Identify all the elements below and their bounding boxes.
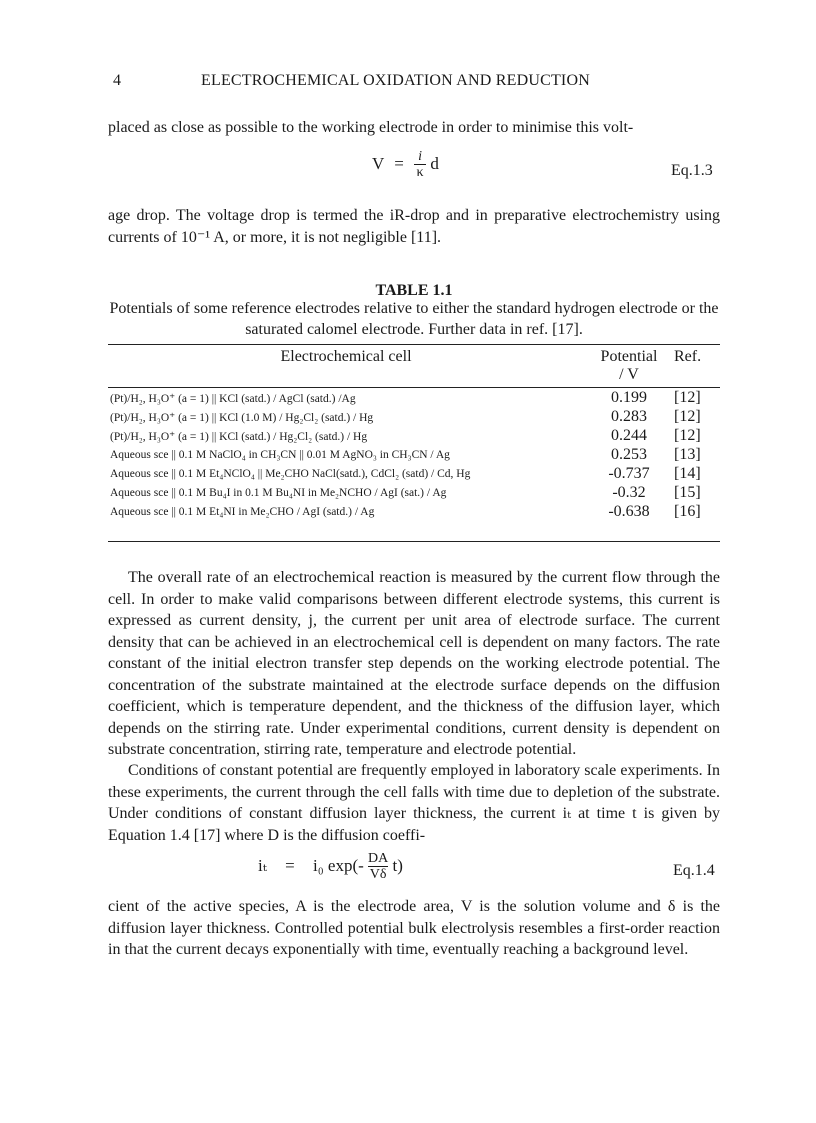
paragraph-diffusion-layer: cient of the active species, A is the electrode area, V is the solution volume and δ is the diffusion layer thickness. Controlled potential bulk electrolysis resembles a first-order reaction in that the current decays exponentially with time, eventually reaching a background level. [108, 898, 720, 958]
eq14-denominator: Vδ [369, 867, 387, 882]
row-potential: 0.244 [611, 426, 647, 444]
equation-1-3 [372, 150, 439, 180]
page-number: 4 [113, 72, 122, 89]
col-header-cell: Electrochemical cell [280, 348, 412, 365]
table-bottom-rule [108, 541, 720, 542]
eq14-lhs: iₜ [258, 855, 267, 875]
row-cell: Aqueous sce || 0.1 M Et₄NI in Me₂CHO / AgI (satd.) / Ag [110, 505, 375, 518]
eq13-denominator: κ [414, 164, 426, 180]
table-row [108, 464, 720, 483]
paragraph-ir-drop: age drop. The voltage drop is termed the iR-drop and in preparative electrochemistry using currents of 10⁻¹ A, or more, it is not negligible [11]. [108, 207, 720, 246]
eq13-label: Eq.1.3 [671, 162, 713, 179]
row-potential: -0.32 [612, 483, 646, 501]
eq14-label: Eq.1.4 [673, 862, 715, 879]
paragraph-constant-potential: Conditions of constant potential are frequently employed in laboratory scale experiments. In these experiments, the current through the cell falls with time due to depletion of the substrate. Under conditions of constant diffusion layer thickness, the current iₜ at time t is given by Equation 1.4 [17] where D is the diffusion coeffi- [108, 762, 720, 844]
eq13-factor: d [430, 153, 439, 173]
eq13-numerator: i [418, 149, 423, 164]
row-potential: -0.638 [608, 502, 650, 520]
table-header-row [108, 348, 720, 366]
table-caption: Potentials of some reference electrodes relative to either the standard hydrogen electrode or the saturated calomel electrode. Further data in ref. [17]. [109, 300, 719, 338]
row-potential: 0.283 [611, 407, 647, 425]
table-top-rule [108, 344, 720, 345]
row-ref: [12] [674, 407, 701, 425]
row-ref: [14] [674, 464, 701, 482]
row-potential: 0.199 [611, 388, 647, 406]
col-header-unit: / V [619, 366, 639, 383]
col-header-ref: Ref. [674, 348, 702, 365]
table-row [108, 445, 720, 464]
eq14-numerator: DA [368, 851, 389, 866]
row-cell: (Pt)/H₂, H₃O⁺ (a = 1) || KCl (satd.) / AgCl (satd.) /Ag [110, 392, 356, 405]
row-cell: (Pt)/H₂, H₃O⁺ (a = 1) || KCl (1.0 M) / Hg₂Cl₂ (satd.) / Hg [110, 411, 374, 424]
row-potential: -0.737 [608, 464, 650, 482]
running-header [113, 72, 590, 90]
running-title: ELECTROCHEMICAL OXIDATION AND REDUCTION [201, 72, 590, 89]
col-header-potential: Potential [600, 348, 658, 365]
row-ref: [12] [674, 426, 701, 444]
table-row [108, 426, 720, 445]
eq13-lhs: V [372, 153, 384, 173]
equation-1-4 [258, 852, 403, 882]
table-title: TABLE 1.1 [375, 282, 453, 299]
row-potential: 0.253 [611, 445, 647, 463]
row-ref: [16] [674, 502, 701, 520]
table-row [108, 483, 720, 502]
row-ref: [15] [674, 483, 701, 501]
row-cell: Aqueous sce || 0.1 M Bu₄I in 0.1 M Bu₄NI in Me₂NCHO / AgI (sat.) / Ag [110, 486, 447, 499]
row-cell: Aqueous sce || 0.1 M Et₄NClO₄ || Me₂CHO NaCl(satd.), CdCl₂ (satd) / Cd, Hg [110, 467, 471, 480]
row-ref: [13] [674, 445, 701, 463]
intro-line: placed as close as possible to the working electrode in order to minimise this volt- [108, 119, 634, 136]
eq14-equals: = [285, 855, 295, 875]
table-row [108, 407, 720, 426]
eq14-rhs-prefix: i₀ exp(- [313, 855, 364, 875]
table-row [108, 388, 720, 408]
row-ref: [12] [674, 388, 701, 406]
eq14-rhs-suffix: t) [392, 855, 403, 875]
eq13-fraction [414, 150, 426, 180]
reference-electrode-table [108, 348, 720, 521]
eq14-fraction [368, 852, 388, 882]
paragraph-current-density: The overall rate of an electrochemical reaction is measured by the current flow through the cell. In order to make valid comparisons between different electrode systems, this current is expressed as current density, j, the current per unit area of electrode surface. The current density that can be achieved in an electrochemical cell is dependent on many factors. The rate constant of the initial electron transfer step depends on the working electrode potential. The concentration of the substrate maintained at the electrode surface depends on the diffusion coefficient, which is temperature dependent, and the thickness of the diffusion layer, which depends on the stirring rate. Under experimental conditions, current density is dependent on substrate concentration, stirring rate, temperature and electrode potential. [108, 569, 720, 758]
table-row [108, 502, 720, 521]
row-cell: (Pt)/H₂, H₃O⁺ (a = 1) || KCl (satd.) / Hg₂Cl₂ (satd.) / Hg [110, 430, 368, 443]
row-cell: Aqueous sce || 0.1 M NaClO₄ in CH₃CN || 0.01 M AgNO₃ in CH₃CN / Ag [110, 448, 450, 461]
eq13-equals: = [394, 153, 404, 173]
